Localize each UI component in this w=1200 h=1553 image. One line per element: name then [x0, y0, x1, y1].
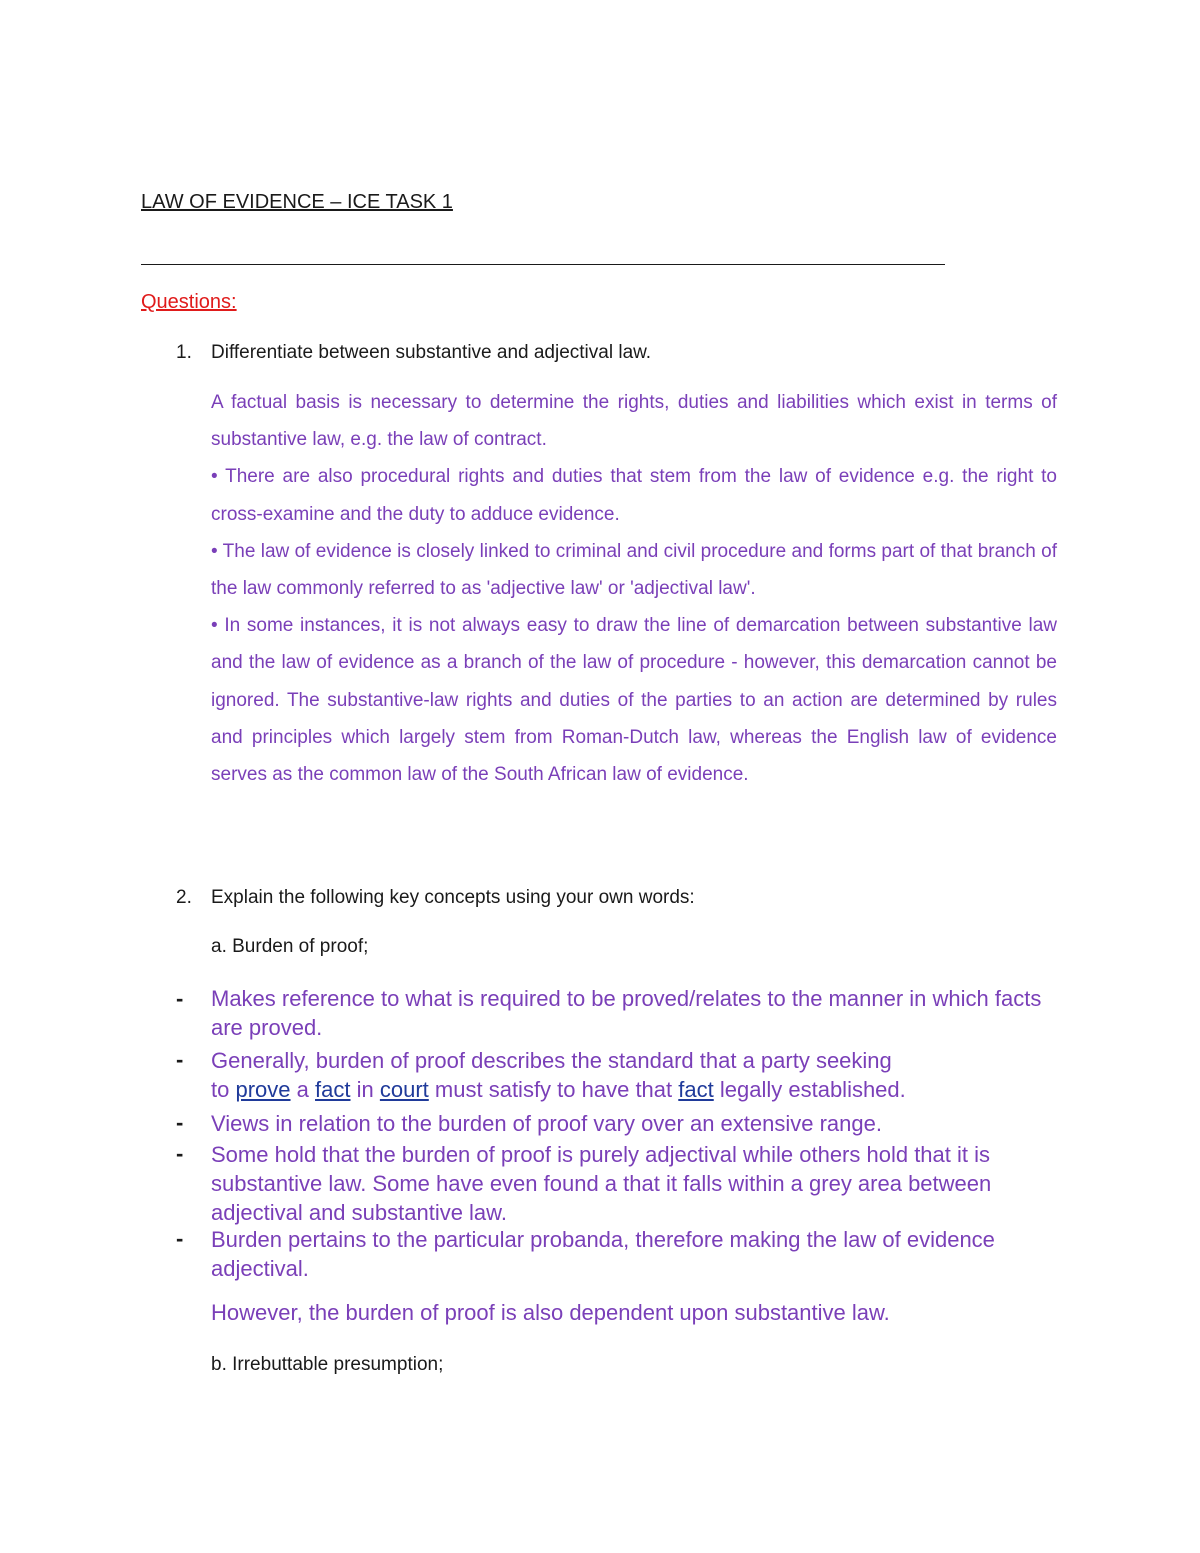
document-title: LAW OF EVIDENCE – ICE TASK 1: [141, 191, 453, 213]
question-2-number: 2.: [176, 887, 192, 908]
link-court[interactable]: court: [379, 1077, 429, 1102]
bullet-text: to: [211, 1077, 230, 1102]
sub-question-a: a. Burden of proof;: [211, 936, 369, 957]
question-2-text: Explain the following key concepts using your own words:: [211, 887, 695, 908]
bullet-marker: -: [176, 1047, 184, 1072]
however-statement: However, the burden of proof is also dependent upon substantive law.: [211, 1300, 890, 1325]
bullet-marker: -: [176, 986, 184, 1011]
question-1-number: 1.: [176, 342, 192, 363]
bullet-item: Views in relation to the burden of proof vary over an extensive range.: [211, 1111, 882, 1136]
bullet-item: Makes reference to what is required to be proved/relates to the manner in which facts are proved.: [211, 986, 1042, 1040]
question-1-answer: [211, 384, 1057, 793]
answer-paragraph: • The law of evidence is closely linked to criminal and civil procedure and forms part of that branch of the law commonly referred to as 'adjective law' or 'adjectival law'.: [211, 540, 1057, 600]
bullet-item: Burden pertains to the particular probanda, therefore making the law of evidence adjectival.: [211, 1227, 995, 1281]
bullet-text: in: [356, 1077, 374, 1102]
questions-heading: Questions:: [141, 291, 237, 313]
bullet-text: a: [296, 1077, 309, 1102]
answer-paragraph: • There are also procedural rights and duties that stem from the law of evidence e.g. the right to cross-examine and the duty to adduce evidence.: [211, 466, 1057, 525]
bullet-text: must satisfy to have that: [434, 1077, 673, 1102]
link-fact[interactable]: fact: [678, 1077, 714, 1102]
bullet-text: Generally, burden of proof describes the standard that a party seeking: [211, 1048, 892, 1073]
answer-paragraph: • In some instances, it is not always easy to draw the line of demarcation between substantive law and the law of evidence as a branch of the law of procedure - however, this demarcation cannot be ignored. The substantive-law rights and duties of the parties to an action are determined by rules and principles which largely stem from Roman-Dutch law, whereas the English law of evidence serves as the common law of the South African law of evidence.: [211, 615, 1057, 786]
bullet-item: [211, 1046, 1061, 1104]
bullet-item: Some hold that the burden of proof is purely adjectival while others hold that it is substantive law. Some have even found a that it falls within a grey area between adjectival and substantive law.: [211, 1142, 992, 1225]
bullet-marker: -: [176, 1110, 184, 1135]
bullet-marker: -: [176, 1141, 184, 1166]
bullet-marker: -: [176, 1226, 184, 1251]
link-prove[interactable]: prove: [235, 1077, 291, 1102]
bullet-text: legally established.: [719, 1077, 906, 1102]
answer-paragraph: A factual basis is necessary to determine the rights, duties and liabilities which exist in terms of substantive law, e.g. the law of contract.: [211, 392, 1057, 451]
sub-question-b: b. Irrebuttable presumption;: [211, 1354, 444, 1375]
question-1-text: Differentiate between substantive and adjectival law.: [211, 342, 652, 363]
horizontal-rule: [141, 264, 945, 265]
link-fact[interactable]: fact: [315, 1077, 351, 1102]
